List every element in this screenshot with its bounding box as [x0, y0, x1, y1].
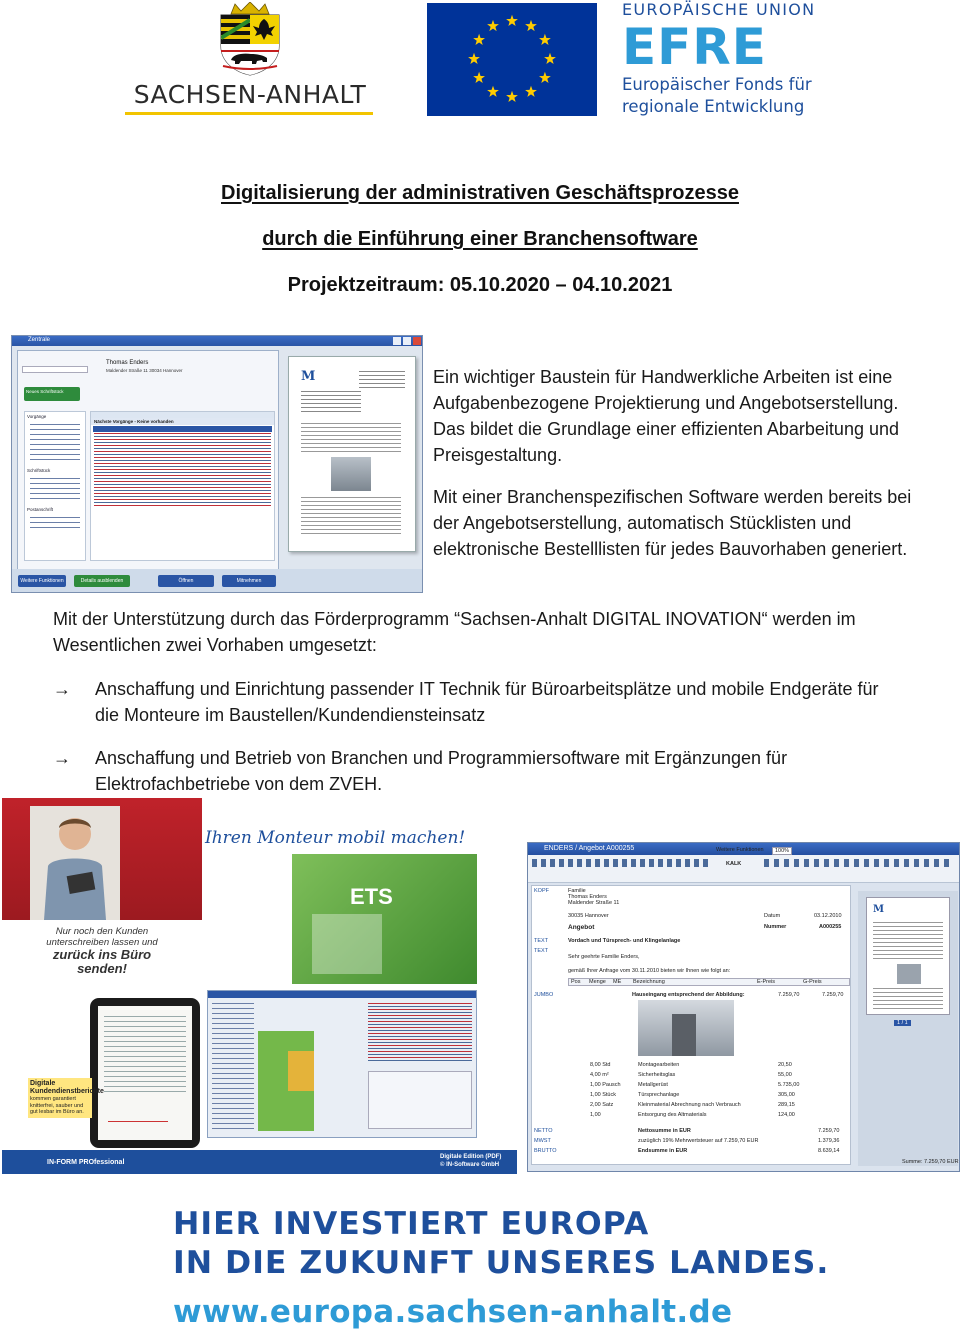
page-indicator: 1 / 1: [894, 1020, 911, 1026]
total-sum: Summe: 7.259,70 EUR: [902, 1159, 959, 1165]
row-description: Montagearbeiten: [638, 1062, 680, 1068]
eu-slogan: [173, 1205, 873, 1283]
main-item-price: 7.259,70: [778, 992, 800, 998]
flyer-footer: [2, 1150, 517, 1174]
door-shape: [672, 1014, 696, 1056]
quote-bold: zurück ins Büro senden!: [52, 947, 152, 976]
house-render: [312, 914, 382, 974]
tree-item: Postanschrift: [27, 507, 54, 512]
window-title: ENDERS / Angebot A000255: [528, 843, 959, 855]
col-unit: ME: [613, 979, 622, 985]
tree-children: [30, 517, 80, 532]
open-button: Öffnen: [158, 575, 214, 587]
row-tag: JUMBO: [534, 992, 554, 998]
brutto-label: Endsumme in EUR: [638, 1148, 688, 1154]
list-rows: [94, 433, 271, 507]
row-qty: 1,00 Stück: [590, 1092, 616, 1098]
subject: Vordach und Türsprech- und Klingelanlage: [568, 938, 681, 944]
job-list: [368, 1003, 472, 1063]
row-qty: 2,00 Satz: [590, 1102, 614, 1108]
window-titlebar: [12, 336, 422, 346]
address-lines: [301, 391, 361, 413]
customer-address: Maldender Straße 11 30034 Hannover: [106, 368, 183, 373]
callout-title: Digitale Kundendienstberichte: [30, 1080, 104, 1095]
headline-line-2: durch die Einführung einer Branchensoftware: [262, 228, 698, 250]
document-preview: [288, 356, 416, 552]
netto-value: 7.259,70: [818, 1128, 840, 1134]
brutto-value: 8.639,14: [818, 1148, 840, 1154]
row-tag: TEXT: [534, 948, 549, 954]
paragraph-2: Mit einer Branchenspezifischen Software werden bereits bei der Angebotserstellung, automatisch Stücklisten und elektronische Bestelllisten für jedes Bauvorhaben generiert.: [433, 487, 912, 559]
slogan-line-2: IN DIE ZUKUNFT UNSERES LANDES.: [173, 1245, 830, 1281]
list-item-text: Anschaffung und Einrichtung passender IT Technik für Büroarbeitsplätze und mobile Endgeräte für die Monteure im Baustellen/Kundendiensteinsatz: [95, 679, 879, 725]
description: [433, 364, 933, 562]
arrow-right-icon: →: [53, 679, 71, 699]
main-item: Hauseingang entsprechend der Abbildung:: [632, 992, 745, 998]
tree-children: [30, 478, 80, 503]
edition-info: [440, 1153, 501, 1169]
row-description: Entsorgung des Altmaterials: [638, 1112, 707, 1118]
take-along-button: Mitnehmen: [222, 575, 276, 587]
row-qty: 1,00: [590, 1112, 601, 1118]
row-tag: MWST: [534, 1138, 551, 1144]
tree-panel: [24, 411, 86, 561]
window-titlebar: [208, 991, 476, 998]
software-screenshot-zentrale: [11, 335, 423, 593]
ets-label: ETS: [350, 884, 393, 909]
detail-panel: [368, 1071, 472, 1129]
window-title: Zentrale: [28, 337, 51, 343]
tree-panel: [212, 1003, 254, 1131]
ets-graphic: [292, 854, 477, 984]
row-tag: NETTO: [534, 1128, 553, 1134]
close-icon: [413, 337, 421, 345]
row-tag: KOPF: [534, 888, 549, 894]
page-preview: [858, 891, 958, 1166]
number-value: A000255: [819, 924, 842, 930]
eu-star-icon: [487, 20, 499, 31]
section-label: Nächste Vorgänge - Keine vorhanden: [91, 418, 274, 425]
row-description: Metallgerüst: [638, 1082, 668, 1088]
date-label: Datum: [764, 913, 781, 919]
row-tag: BRUTTO: [534, 1148, 557, 1154]
state-name: SACHSEN-ANHALT: [133, 80, 367, 109]
tablet-screen: [98, 1006, 192, 1140]
kalk-button: KALK: [726, 861, 742, 867]
main-item-total: 7.259,70: [822, 992, 844, 998]
efre-sub-line-2: regionale Entwicklung: [622, 97, 805, 116]
copyright: © IN-Software GmbH: [440, 1162, 500, 1168]
calendar-yellow: [288, 1051, 314, 1091]
netto-label: Nettosumme in EUR: [638, 1128, 691, 1134]
tree-item: Schriftstück: [27, 468, 51, 473]
eu-star-icon: [473, 72, 485, 83]
list-item-text: Anschaffung und Betrieb von Branchen und Programmiersoftware mit Ergänzungen für Elektrofachbetriebe von dem ZVEH.: [95, 748, 788, 794]
edition-label: Digitale Edition (PDF): [440, 1154, 502, 1160]
eu-star-icon: [525, 20, 537, 31]
eu-star-icon: [525, 86, 537, 97]
row-qty: 1,00 Pausch: [590, 1082, 621, 1088]
column-header: [568, 978, 850, 986]
efre-logo: [622, 0, 852, 120]
eu-star-icon: [473, 34, 485, 45]
col-pos: Pos: [571, 979, 581, 985]
selected-row: [93, 426, 272, 432]
signature: [108, 1106, 168, 1122]
intro-line: gemäß Ihrer Anfrage vom 30.11.2010 bieten wir Ihnen wie folgt an:: [568, 968, 731, 974]
task-list: [90, 411, 275, 561]
project-period: Projektzeitraum: 05.10.2020 – 04.10.2021: [287, 274, 673, 296]
brand-name: IN-FORM PROfessional: [47, 1159, 125, 1166]
row-tag: TEXT: [534, 938, 549, 944]
intro-paragraph: Mit der Unterstützung durch das Förderprogramm “Sachsen-Anhalt DIGITAL INOVATION“ werden im Wesentlichen zwei Vorhaben umgesetzt:: [53, 609, 856, 655]
eu-star-icon: [468, 53, 480, 64]
search-field: [22, 366, 88, 373]
position-lines: [301, 497, 401, 537]
logo-underline: [125, 112, 373, 115]
row-price: 305,00: [778, 1092, 795, 1098]
callout-text: kommen garantiert knitterfrei, sauber und gut lesbar im Büro an.: [30, 1096, 84, 1115]
toolbar-icons-right: [764, 859, 954, 867]
meta-lines: [359, 371, 405, 389]
customer-name: Thomas Enders: [106, 360, 149, 366]
minimize-icon: [393, 337, 401, 345]
headline-line-1: Digitalisierung der administrativen Geschäftsprozesse: [221, 182, 739, 204]
efre-sub-line-1: Europäischer Fonds für: [622, 75, 812, 94]
flyer-quote: [32, 926, 172, 976]
eu-star-icon: [539, 34, 551, 45]
tree-children: [30, 424, 80, 464]
vat-value: 1.379,36: [818, 1138, 840, 1144]
eu-flag-icon: [427, 3, 597, 116]
date-value: 03.12.2010: [814, 913, 842, 919]
recipient-line: Thomas Enders: [568, 894, 607, 900]
further-functions-button: Weitere Funktionen: [18, 575, 66, 587]
new-document-button: Neues Schriftstück: [24, 387, 80, 401]
mini-text: [873, 922, 943, 962]
efre-acronym: EFRE: [622, 18, 767, 76]
row-qty: 8,00 Std: [590, 1062, 611, 1068]
company-logo-icon: M: [301, 369, 316, 384]
house-image: [331, 457, 371, 491]
document-type: Angebot: [568, 924, 595, 931]
eu-star-icon: [506, 15, 518, 26]
callout-tag: [28, 1078, 104, 1118]
maximize-icon: [403, 337, 411, 345]
zoom-select: 100%: [772, 847, 792, 855]
recipient-line: Familie: [568, 888, 586, 894]
recipient-line: Maldender Straße 11: [568, 900, 620, 906]
flyer-slogan: Ihren Monteur mobil machen!: [205, 828, 466, 848]
recipient-city: 30035 Hannover: [568, 913, 609, 919]
website-url: www.europa.sachsen-anhalt.de: [173, 1294, 733, 1330]
tree-item: Vorgänge: [27, 414, 47, 419]
eu-star-icon: [506, 91, 518, 102]
coat-of-arms-icon: [217, 2, 283, 76]
vat-label: zuzüglich 19% Mehrwertsteuer auf 7.259,70 EUR: [638, 1138, 759, 1144]
further-functions: Weitere Funktionen: [716, 847, 764, 853]
mini-rows: [873, 988, 943, 1010]
eu-star-icon: [487, 86, 499, 97]
mini-image: [897, 964, 921, 984]
col-unit-price: E-Preis: [757, 979, 776, 985]
house-entrance-image: [638, 1000, 734, 1056]
promo-flyer: [2, 798, 517, 1174]
offer-form: [531, 885, 851, 1165]
salutation: Sehr geehrte Familie Enders,: [568, 954, 640, 960]
row-price: 289,15: [778, 1102, 795, 1108]
van-photo: [2, 798, 202, 920]
row-description: Sicherheitsglas: [638, 1072, 676, 1078]
eu-label: EUROPÄISCHE UNION: [622, 0, 816, 19]
arrow-right-icon: →: [53, 748, 71, 768]
technician-photo-icon: [30, 806, 120, 920]
row-price: 55,00: [778, 1072, 792, 1078]
tablet-photo: [90, 998, 200, 1148]
col-total: G-Preis: [803, 979, 822, 985]
paragraph-1: Ein wichtiger Baustein für Handwerkliche Arbeiten ist eine Aufgabenbezogene Projektierung und Angebotserstellung. Das bildet die Grundlage einer effizienten Abarbeitung und Preisgestaltung.: [433, 367, 899, 465]
row-description: Kleinmaterial Abrechnung nach Verbrauch: [638, 1102, 741, 1108]
row-price: 124,00: [778, 1112, 795, 1118]
toolbar-icons: [532, 859, 712, 867]
row-price: 5.735,00: [778, 1082, 800, 1088]
software-screenshot-angebot: [527, 842, 960, 1172]
hide-details-button: Details ausblenden: [74, 575, 130, 587]
company-logo-icon: M: [873, 904, 885, 915]
number-label: Nummer: [764, 924, 787, 930]
form-lines: [104, 1016, 186, 1096]
sachsen-anhalt-logo: [125, 0, 375, 118]
row-qty: 4,00 m²: [590, 1072, 609, 1078]
eu-star-icon: [544, 53, 556, 64]
col-desc: Bezeichnung: [633, 979, 665, 985]
row-price: 20,50: [778, 1062, 792, 1068]
slogan-line-1: HIER INVESTIERT EUROPA: [173, 1206, 650, 1242]
eu-star-icon: [539, 72, 551, 83]
col-qty: Menge: [589, 979, 606, 985]
dispatch-screenshot: [207, 990, 477, 1138]
mini-page: [866, 897, 950, 1015]
left-pane: [17, 350, 279, 586]
text-lines: [301, 423, 401, 453]
bottom-toolbar: [12, 569, 423, 593]
quote-text: Nur noch den Kunden unterschreiben lassen und: [46, 926, 158, 948]
row-description: Türsprechanlage: [638, 1092, 680, 1098]
